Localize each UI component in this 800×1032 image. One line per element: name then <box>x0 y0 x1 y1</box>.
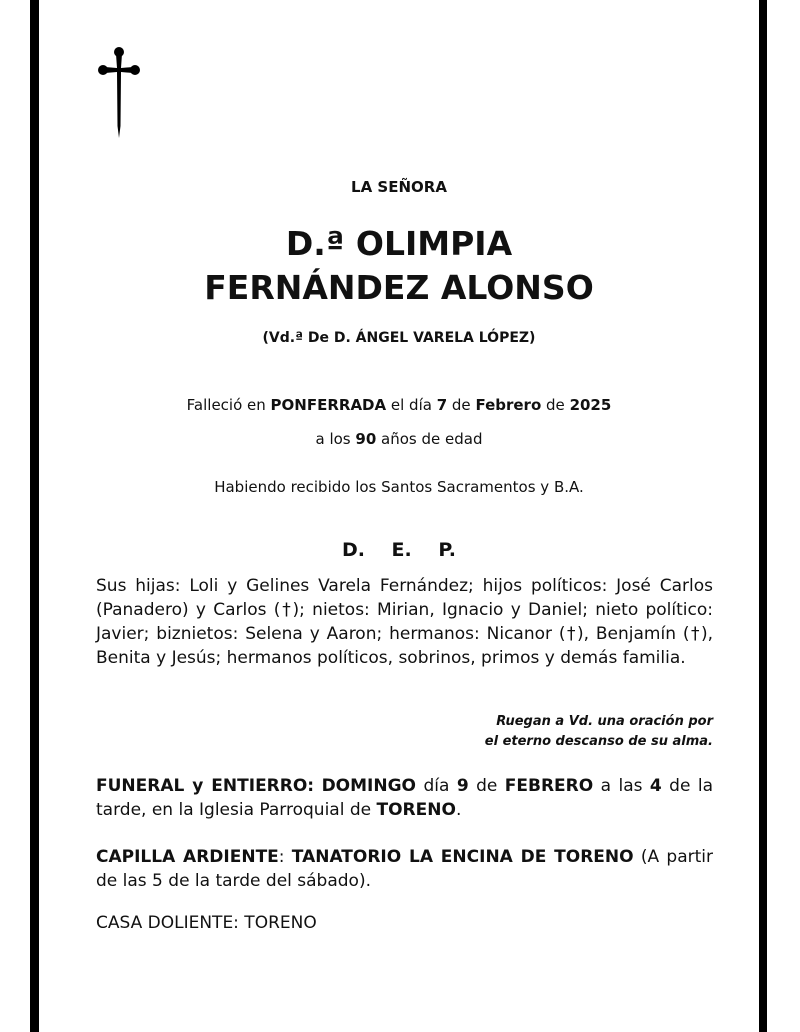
death-line <box>40 396 758 414</box>
funeral-notice <box>96 774 713 822</box>
funeral-hour: 4 <box>649 776 662 796</box>
deceased-name-line1: D.ª OLIMPIA <box>285 224 513 263</box>
death-month: Febrero <box>475 396 542 414</box>
age-text: años de edad <box>376 430 483 448</box>
funeral-text: de la tarde, en la Iglesia Parroquial de <box>96 776 713 820</box>
prayer-line2: el eterno descanso de su alma. <box>484 734 713 749</box>
death-text: el día <box>386 396 437 414</box>
death-text: Falleció en <box>186 396 271 414</box>
prayer-line1: Ruegan a Vd. una oración por <box>496 714 713 729</box>
chapel-notice <box>96 845 713 893</box>
age-line <box>40 430 758 448</box>
death-text: de <box>541 396 570 414</box>
right-border <box>759 0 767 1032</box>
chapel-label: CAPILLA ARDIENTE <box>96 847 279 867</box>
widow-of: (Vd.ª De D. ÁNGEL VARELA LÓPEZ) <box>262 330 536 346</box>
sacraments-line: Habiendo recibido los Santos Sacramentos y B.A. <box>214 478 584 496</box>
funeral-text: . <box>455 800 462 820</box>
cross-of-santiago-icon <box>96 46 142 140</box>
death-text: de <box>447 396 476 414</box>
funeral-day-name: DOMINGO <box>321 776 417 796</box>
funeral-text: de <box>468 776 505 796</box>
deceased-name-line2: FERNÁNDEZ ALONSO <box>204 268 594 307</box>
funeral-text: día <box>416 776 457 796</box>
death-year: 2025 <box>569 396 612 414</box>
funeral-month: FEBRERO <box>504 776 594 796</box>
mourning-house: CASA DOLIENTE: TORENO <box>96 913 317 933</box>
deceased-name <box>40 222 758 310</box>
funeral-day: 9 <box>456 776 469 796</box>
left-border <box>30 0 39 1032</box>
death-place: PONFERRADA <box>270 396 387 414</box>
chapel-place: TANATORIO LA ENCINA DE TORENO <box>291 847 634 867</box>
family-paragraph: Sus hijas: Loli y Gelines Varela Fernández; hijos políticos: José Carlos (Panadero) y Carlos (†); nietos: Mirian, Ignacio y Daniel; nieto político: Javier; biznietos: Selena y Aaron; hermanos: Nicanor (†), Benjamín (†), Benita y Jesús; hermanos políticos, sobrinos, primos y demás familia. <box>96 576 713 668</box>
death-day: 7 <box>436 396 448 414</box>
age-text: a los <box>315 430 356 448</box>
funeral-text: a las <box>593 776 650 796</box>
prayer-request <box>485 712 713 752</box>
chapel-text: (A partir de las 5 de la tarde del sábado). <box>96 847 713 891</box>
funeral-label: FUNERAL y ENTIERRO: <box>96 776 315 796</box>
funeral-place: TORENO <box>376 800 456 820</box>
chapel-sep: : <box>278 847 292 867</box>
intro-title: LA SEÑORA <box>351 178 447 196</box>
dep-heading: D. E. P. <box>341 539 457 561</box>
age-years: 90 <box>355 430 377 448</box>
